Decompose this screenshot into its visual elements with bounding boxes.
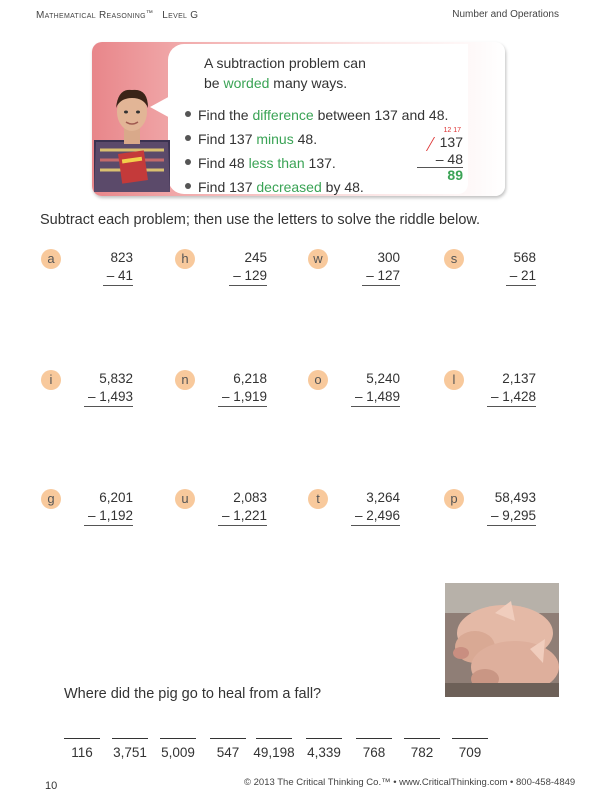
letter-badge: p	[444, 489, 464, 509]
minuend: 2,137	[502, 371, 536, 386]
answer-blank[interactable]	[112, 738, 148, 745]
subtraction-problem	[41, 370, 151, 416]
wording-item	[185, 127, 448, 151]
section-title: Number and Operations	[452, 9, 559, 20]
example-minuend: 137	[439, 134, 463, 150]
problem-numbers	[43, 249, 133, 286]
item-post: 48.	[293, 131, 318, 147]
letter-badge: o	[308, 370, 328, 390]
series-title	[36, 10, 198, 21]
highlight-worded: worded	[223, 75, 270, 91]
subtraction-problem	[308, 489, 418, 535]
instructions: Subtract each problem; then use the letters to solve the riddle below.	[40, 212, 481, 228]
subtrahend: – 1,192	[84, 507, 133, 526]
answer-slot[interactable]	[206, 738, 250, 760]
subtraction-problem	[308, 249, 418, 295]
wording-list	[185, 103, 448, 199]
minuend: 2,083	[233, 490, 267, 505]
item-keyword: difference	[252, 107, 314, 123]
item-pre: Find 48	[198, 155, 249, 171]
subtraction-problem	[175, 489, 285, 535]
answer-slot[interactable]	[156, 738, 200, 760]
example-answer: 89	[447, 167, 463, 183]
answer-blank[interactable]	[306, 738, 342, 745]
item-post: between 137 and 48.	[313, 107, 449, 123]
answer-blank[interactable]	[356, 738, 392, 745]
answer-number: 4,339	[307, 745, 341, 760]
subtrahend: – 2,496	[351, 507, 400, 526]
item-post: 137.	[304, 155, 336, 171]
wording-item	[185, 151, 448, 175]
bullet-icon	[185, 159, 191, 165]
answer-blank[interactable]	[404, 738, 440, 745]
intro-line-2-a: be	[204, 75, 224, 91]
minuend: 568	[513, 250, 536, 265]
intro-line-2-c: many ways.	[269, 75, 348, 91]
bullet-icon	[185, 111, 191, 117]
item-keyword: decreased	[256, 179, 322, 195]
intro-line-1: A subtraction problem can	[204, 55, 366, 71]
borrow-marks: 12 17	[443, 127, 461, 134]
letter-badge: w	[308, 249, 328, 269]
subtraction-problem	[444, 370, 554, 416]
worked-example	[413, 127, 463, 187]
subtrahend: – 9,295	[487, 507, 536, 526]
answer-number: 3,751	[113, 745, 147, 760]
series-name: Mathematical Reasoning	[36, 10, 146, 21]
subtrahend: – 1,221	[218, 507, 267, 526]
item-pre: Find 137	[198, 179, 257, 195]
answer-blank[interactable]	[256, 738, 292, 745]
answer-number: 5,009	[161, 745, 195, 760]
example-subtrahend: – 48	[417, 151, 463, 168]
subtrahend: – 21	[506, 267, 536, 286]
subtrahend: – 41	[103, 267, 133, 286]
subtraction-problem	[444, 249, 554, 295]
answer-blank[interactable]	[64, 738, 100, 745]
wording-item	[185, 175, 448, 199]
problem-numbers	[43, 489, 133, 526]
letter-badge: h	[175, 249, 195, 269]
problem-numbers	[177, 249, 267, 286]
subtrahend: – 1,489	[351, 388, 400, 407]
problem-numbers	[177, 489, 267, 526]
letter-badge: l	[444, 370, 464, 390]
answer-slot[interactable]	[302, 738, 346, 760]
answer-slot[interactable]	[400, 738, 444, 760]
answer-slot[interactable]	[448, 738, 492, 760]
problem-numbers	[446, 370, 536, 407]
minuend: 245	[244, 250, 267, 265]
minuend: 6,201	[99, 490, 133, 505]
boy-illustration	[94, 80, 170, 192]
answer-slot[interactable]	[352, 738, 396, 760]
answer-number: 116	[71, 745, 93, 760]
answer-blank[interactable]	[160, 738, 196, 745]
answer-number: 768	[362, 745, 386, 760]
bullet-icon	[185, 183, 191, 189]
minuend: 5,240	[366, 371, 400, 386]
problem-numbers	[310, 249, 400, 286]
trademark: ™	[145, 10, 154, 17]
subtrahend: – 129	[229, 267, 267, 286]
copyright: © 2013 The Critical Thinking Co.™ • www.CriticalThinking.com • 800-458-4849	[244, 777, 576, 788]
letter-badge: g	[41, 489, 61, 509]
answer-number: 709	[458, 745, 482, 760]
level-label: Level G	[162, 10, 199, 21]
subtrahend: – 1,428	[487, 388, 536, 407]
problem-numbers	[177, 370, 267, 407]
subtraction-problem	[308, 370, 418, 416]
minuend: 6,218	[233, 371, 267, 386]
subtrahend: – 1,919	[218, 388, 267, 407]
problem-numbers	[43, 370, 133, 407]
subtraction-problem	[41, 249, 151, 295]
letter-badge: t	[308, 489, 328, 509]
item-keyword: minus	[256, 131, 294, 147]
subtraction-problem	[175, 249, 285, 295]
answer-blank[interactable]	[452, 738, 488, 745]
subtrahend: – 127	[362, 267, 400, 286]
letter-badge: n	[175, 370, 195, 390]
page-number: 10	[45, 780, 58, 792]
problem-numbers	[446, 249, 536, 286]
item-pre: Find the	[198, 107, 253, 123]
answer-number: 547	[216, 745, 240, 760]
answer-number: 49,198	[253, 745, 295, 760]
answer-number: 782	[410, 745, 434, 760]
answer-blank[interactable]	[210, 738, 246, 745]
subtrahend: – 1,493	[84, 388, 133, 407]
problem-numbers	[446, 489, 536, 526]
problem-numbers	[310, 489, 400, 526]
minuend: 3,264	[366, 490, 400, 505]
intro-text	[204, 53, 366, 93]
answer-slot[interactable]	[252, 738, 296, 760]
subtraction-problem	[175, 370, 285, 416]
answer-slot[interactable]	[108, 738, 152, 760]
wording-item	[185, 103, 448, 127]
item-pre: Find 137	[198, 131, 257, 147]
riddle-question: Where did the pig go to heal from a fall?	[64, 686, 322, 702]
subtraction-problem	[41, 489, 151, 535]
problem-numbers	[310, 370, 400, 407]
letter-badge: a	[41, 249, 61, 269]
letter-badge: s	[444, 249, 464, 269]
subtraction-problem	[444, 489, 554, 535]
pigs-photo	[445, 583, 559, 697]
item-post: by 48.	[321, 179, 364, 195]
minuend: 300	[377, 250, 400, 265]
letter-badge: u	[175, 489, 195, 509]
minuend: 823	[110, 250, 133, 265]
minuend: 5,832	[99, 371, 133, 386]
answer-slot[interactable]	[60, 738, 104, 760]
letter-badge: i	[41, 370, 61, 390]
minuend: 58,493	[494, 490, 536, 505]
intro-line-2	[204, 73, 366, 93]
item-keyword: less than	[248, 155, 305, 171]
bullet-icon	[185, 135, 191, 141]
